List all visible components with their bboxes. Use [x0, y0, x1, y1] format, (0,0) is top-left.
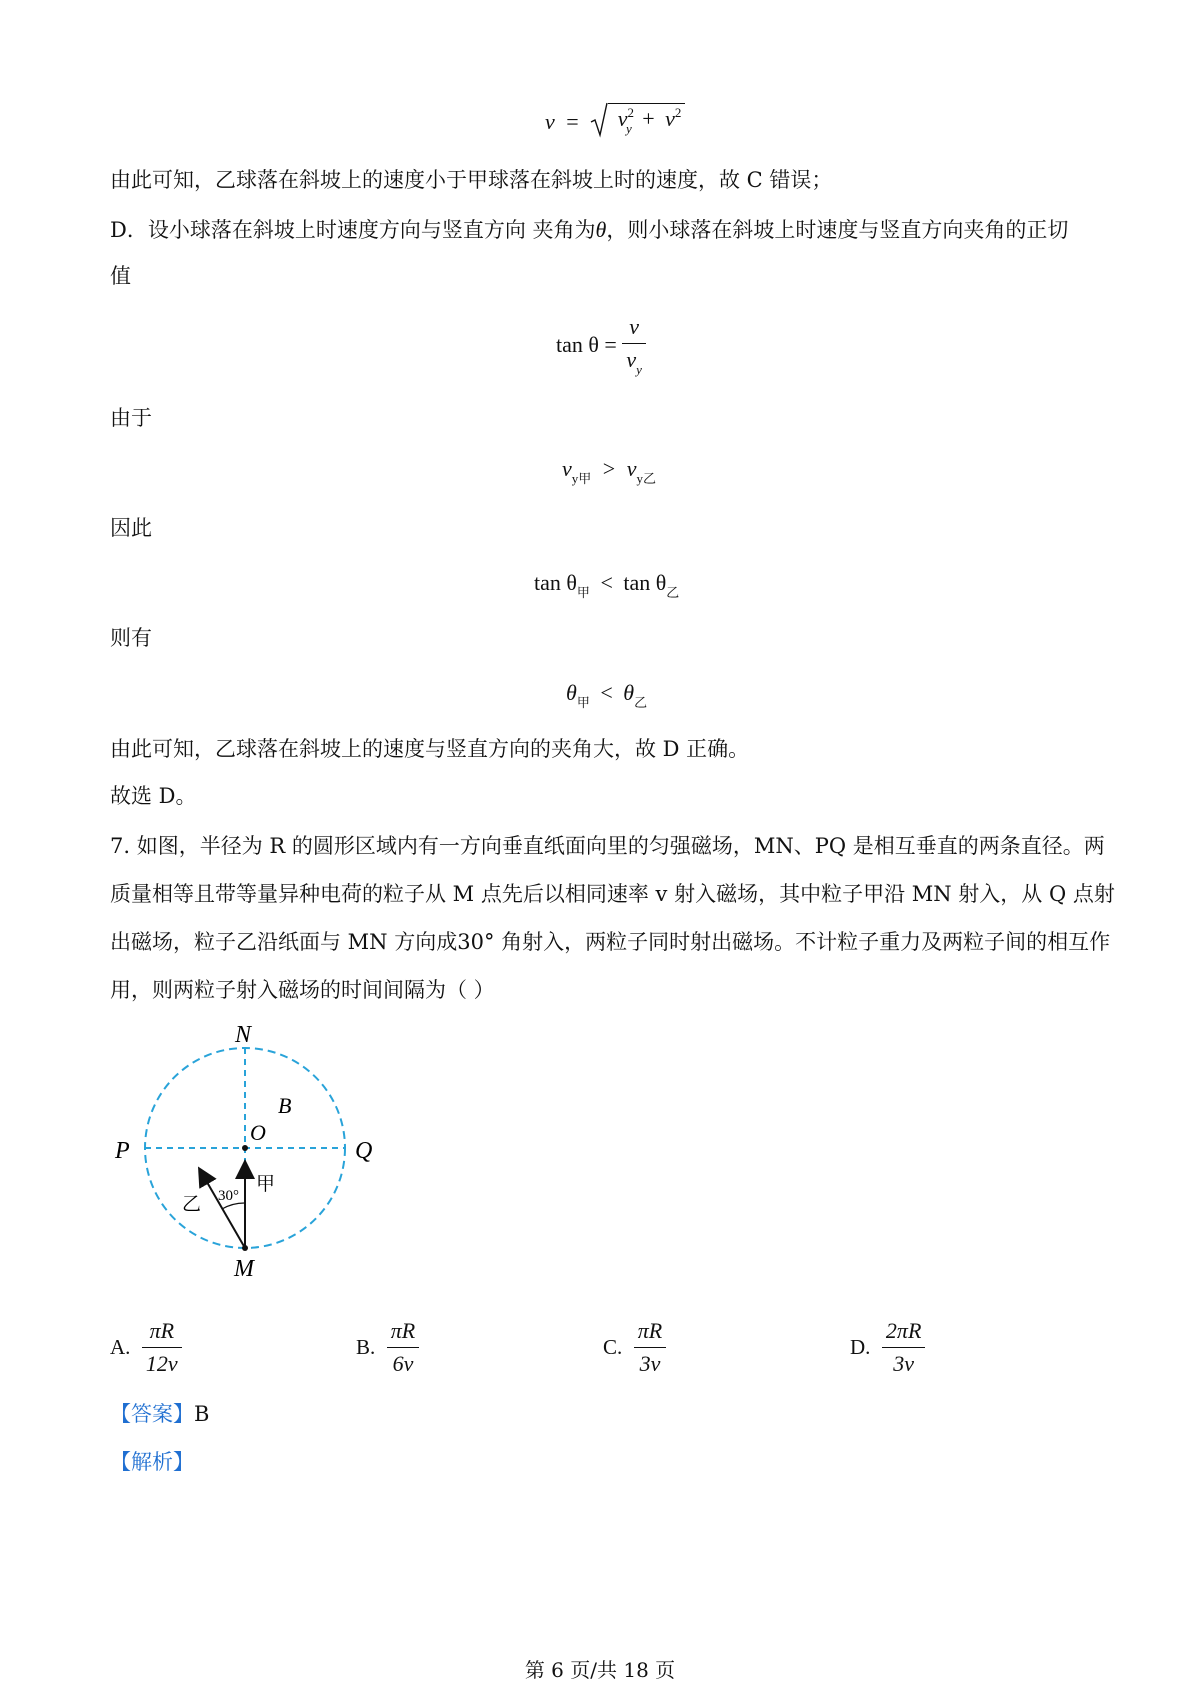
eq-v-equals: = — [566, 109, 579, 135]
eq-tancmp-op: < — [600, 570, 613, 595]
eq-v-vy-sup: 2 — [627, 105, 634, 121]
option-c-fraction — [634, 1318, 666, 1377]
eq-vy-b: v — [626, 456, 637, 481]
eq-tan-den: v — [626, 347, 637, 372]
option-b-num: πR — [387, 1318, 419, 1348]
eq-v-lhs: v — [545, 109, 555, 135]
eq-tancmp-a: tan θ — [534, 570, 577, 595]
label-then: 则有 — [110, 626, 152, 650]
answer-tag: 【答案】 — [110, 1402, 194, 1426]
magnetic-field-figure — [100, 1020, 400, 1290]
option-b-fraction — [387, 1318, 419, 1377]
eq-tan-den-sub: y — [636, 362, 642, 377]
label-q: Q — [355, 1138, 373, 1164]
eq-tancmp-a-sub: 甲 — [576, 585, 590, 600]
label-b: B — [278, 1093, 292, 1118]
equation-vy-compare — [562, 456, 656, 486]
d-statement-line2: 值 — [110, 264, 131, 288]
label-yi: 乙 — [182, 1193, 202, 1215]
label-o: O — [250, 1120, 266, 1145]
eq-v-plus: + — [642, 106, 655, 132]
sqrt-body — [608, 103, 685, 137]
option-c-num: πR — [634, 1318, 666, 1348]
option-d[interactable] — [850, 1318, 925, 1377]
d-theta: θ — [595, 217, 607, 242]
question-7-line4: 用，则两粒子射入磁场的时间间隔为（ ） — [110, 978, 495, 1002]
d-conclusion: 由此可知，乙球落在斜坡上的速度与竖直方向的夹角大，故 D 正确。 — [110, 737, 750, 761]
label-m: M — [234, 1256, 254, 1282]
eq-theta-op: < — [600, 680, 613, 705]
eq-v-v: v — [665, 106, 675, 132]
question-7-line2: 质量相等且带等量异种电荷的粒子从 M 点先后以相同速率 v 射入磁场，其中粒子甲沿 MN 射入，从 Q 点射 — [110, 882, 1115, 906]
equation-tan — [556, 314, 646, 376]
option-d-label: D. — [850, 1335, 871, 1359]
option-c-den: 3v — [639, 1351, 661, 1376]
analysis-tag: 【解析】 — [110, 1450, 194, 1474]
c-conclusion: 由此可知，乙球落在斜坡上的速度小于甲球落在斜坡上时的速度，故 C 错误； — [110, 168, 833, 192]
option-b-den: 6v — [392, 1351, 414, 1376]
page-footer: 第 6 页/共 18 页 — [524, 1658, 676, 1682]
option-d-den: 3v — [893, 1351, 915, 1376]
eq-theta-b-sub: 乙 — [634, 695, 648, 710]
label-jia: 甲 — [256, 1173, 276, 1195]
option-a-label: A. — [110, 1335, 131, 1359]
option-c-label: C. — [603, 1335, 623, 1359]
sqrt-sign — [590, 102, 608, 138]
eq-vy-a-sub: y甲 — [571, 471, 592, 486]
d-statement-part1: D．设小球落在斜坡上时速度方向与竖直方向 夹角为 — [110, 218, 596, 242]
answer-line — [110, 1400, 209, 1428]
option-a[interactable] — [110, 1318, 182, 1377]
option-d-num: 2πR — [882, 1318, 925, 1348]
option-b[interactable] — [356, 1318, 419, 1377]
option-b-label: B. — [356, 1335, 376, 1359]
label-p: P — [115, 1138, 130, 1164]
eq-theta-b: θ — [623, 680, 635, 705]
d-statement-part2: ，则小球落在斜坡上时速度与竖直方向夹角的正切 — [606, 218, 1069, 242]
center-point-o — [242, 1145, 248, 1151]
equation-tan-compare — [534, 570, 680, 600]
question-7-line3: 出磁场，粒子乙沿纸面与 MN 方向成30° 角射入，两粒子同时射出磁场。不计粒子重力及两粒子间的相互作 — [110, 930, 1111, 954]
select-answer: 故选 D。 — [110, 784, 197, 808]
eq-vy-b-sub: y乙 — [636, 471, 656, 486]
eq-tan-fraction — [622, 314, 646, 376]
label-n: N — [235, 1022, 252, 1048]
analysis-line — [110, 1448, 194, 1476]
eq-vy-op: > — [602, 456, 616, 481]
label-therefore: 因此 — [110, 516, 152, 540]
eq-tan-lhs: tan θ = — [556, 332, 617, 357]
option-a-fraction — [142, 1318, 182, 1377]
eq-v-v-sup: 2 — [674, 105, 682, 121]
equation-theta-compare — [566, 680, 648, 710]
eq-vy-a: v — [562, 456, 572, 481]
question-7-line1: 7. 如图，半径为 R 的圆形区域内有一方向垂直纸面向里的匀强磁场，MN、PQ 是相互垂直的两条直径。两 — [110, 834, 1105, 858]
eq-tan-num: v — [622, 314, 646, 344]
equation-speed — [545, 106, 685, 146]
label-because: 由于 — [110, 406, 152, 430]
option-a-num: πR — [142, 1318, 182, 1348]
label-angle: 30° — [218, 1188, 239, 1204]
eq-tancmp-b: tan θ — [623, 570, 667, 595]
eq-theta-a: θ — [566, 680, 577, 705]
eq-v-vy-sub: y — [625, 121, 632, 137]
eq-tancmp-b-sub: 乙 — [666, 585, 680, 600]
answer-value: B — [194, 1402, 210, 1426]
option-a-den: 12v — [145, 1351, 178, 1376]
eq-v-vy: v — [617, 106, 628, 132]
eq-theta-a-sub: 甲 — [576, 695, 590, 710]
option-c[interactable] — [603, 1318, 666, 1377]
d-statement-line1 — [110, 216, 1068, 244]
option-d-fraction — [882, 1318, 925, 1377]
